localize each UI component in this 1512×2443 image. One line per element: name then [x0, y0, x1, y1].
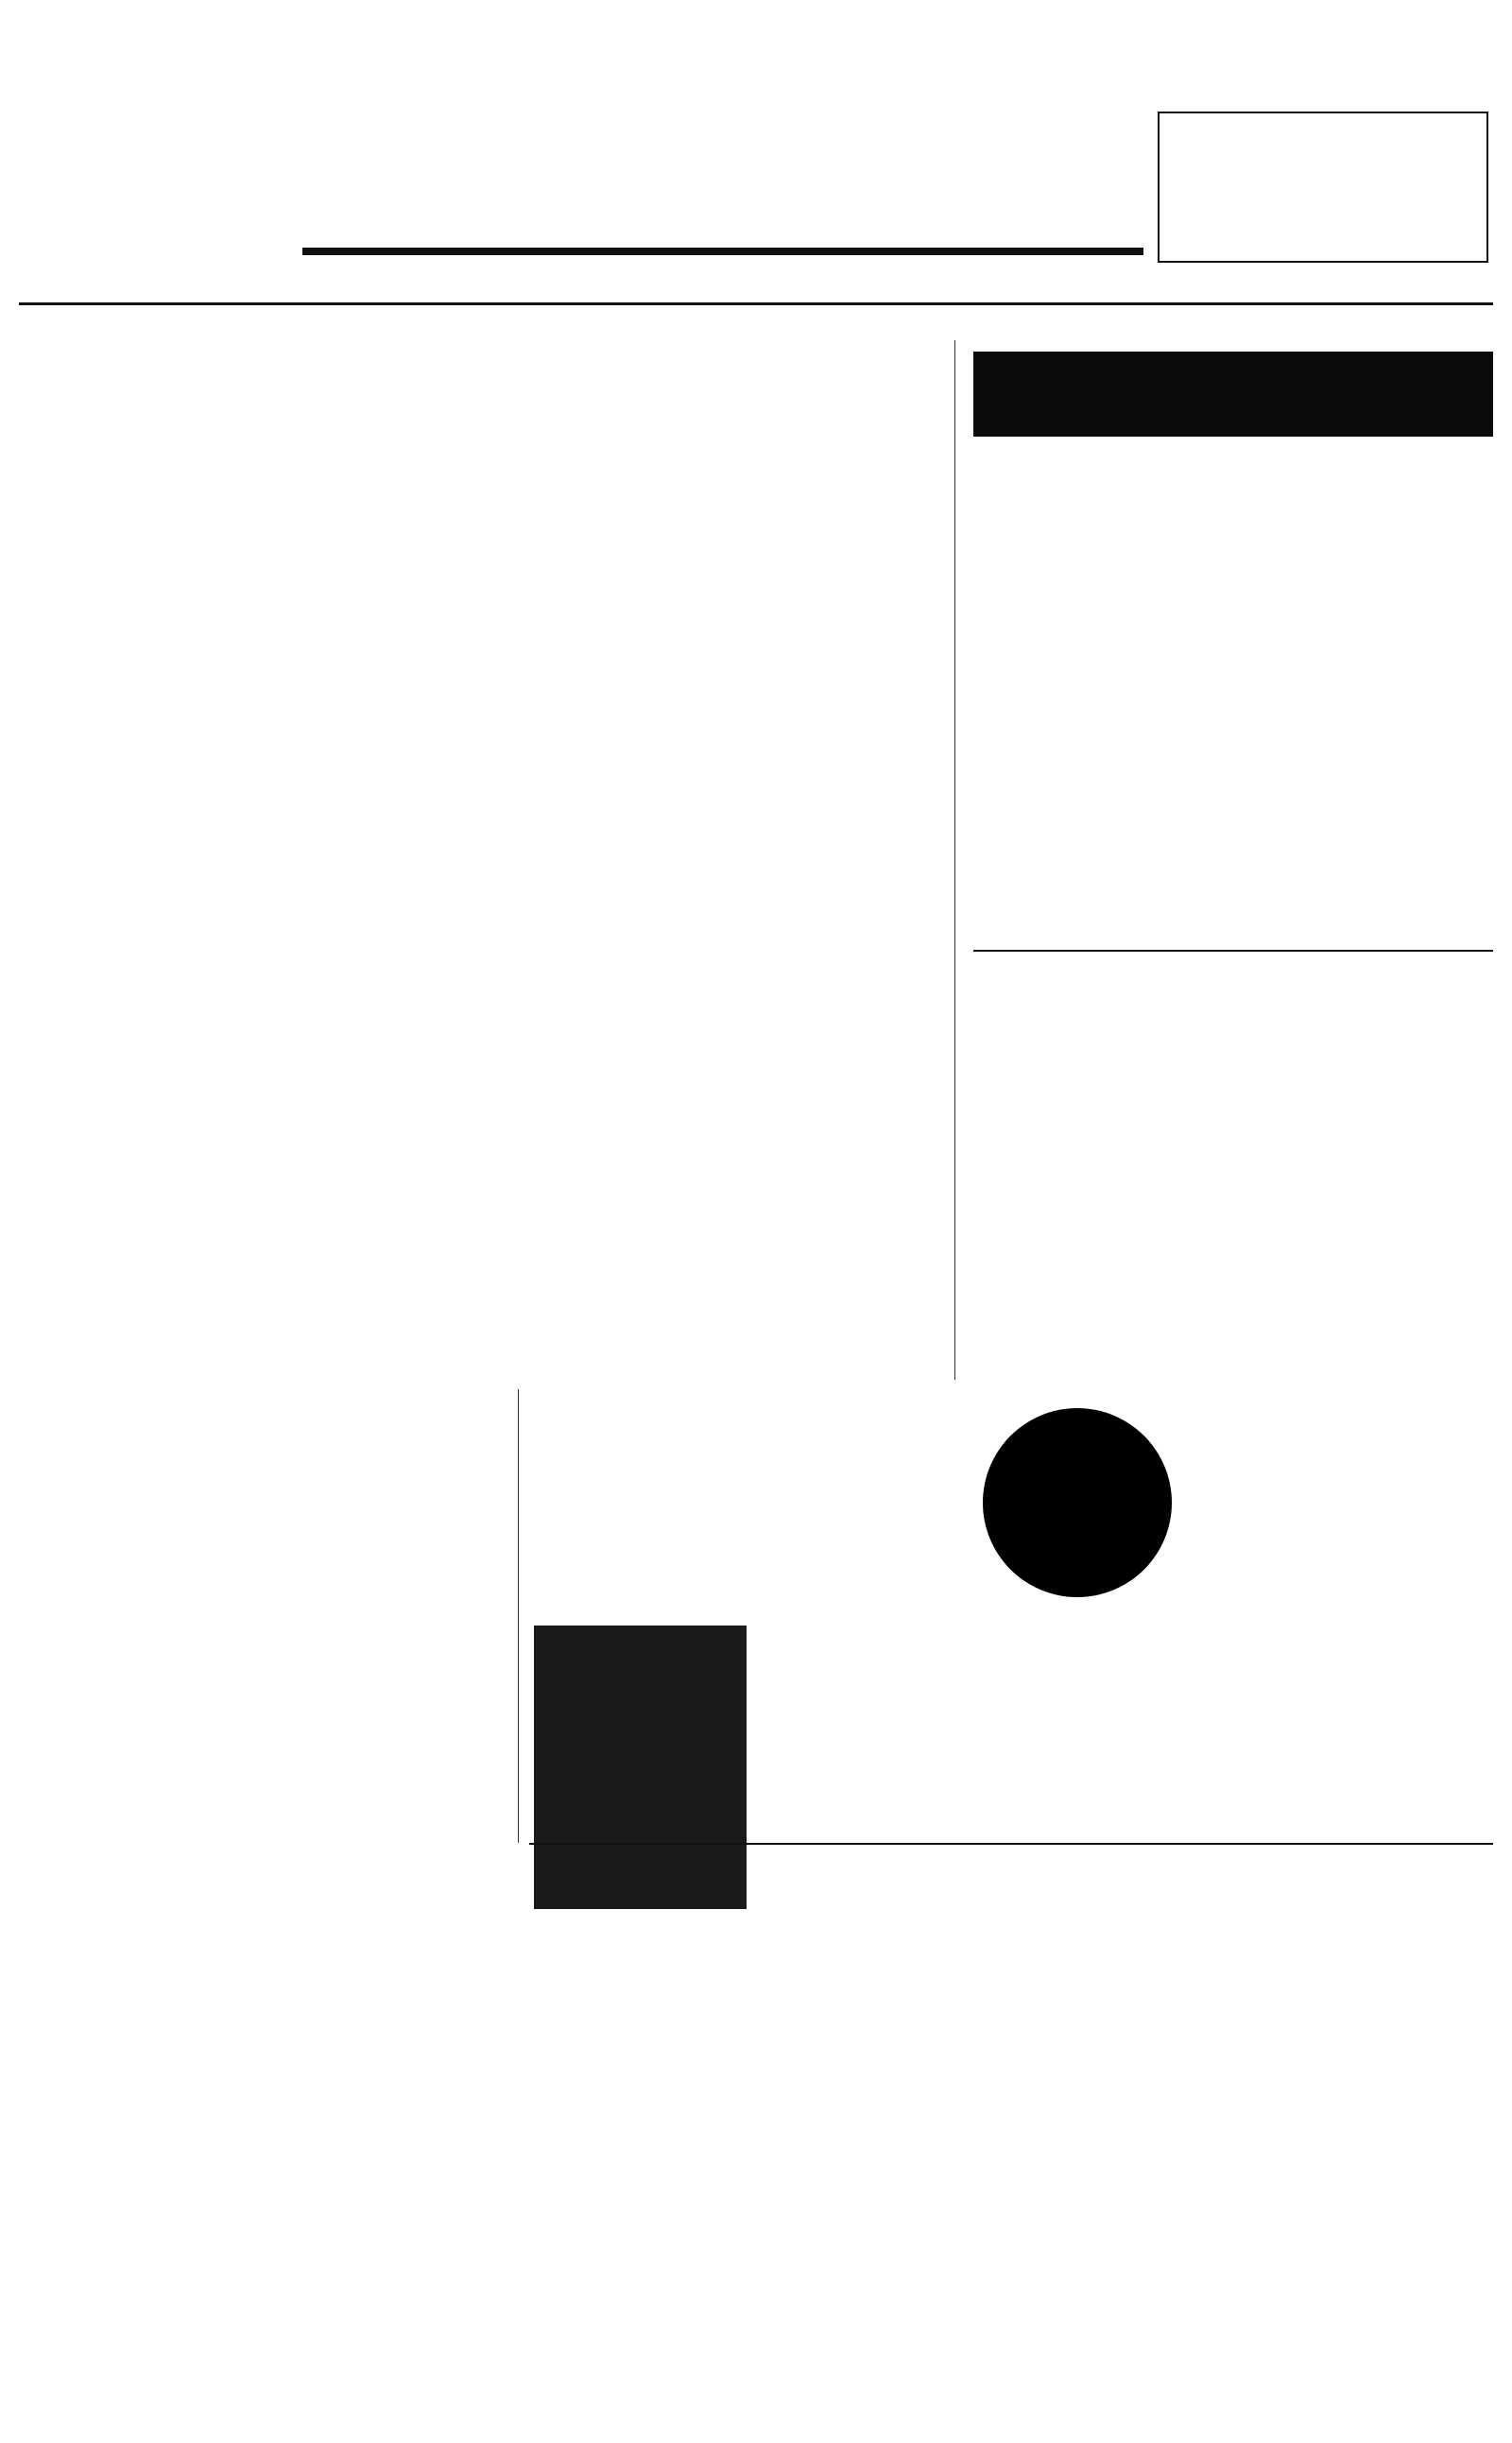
consul-photo — [534, 1626, 747, 1909]
santa-maria-ad — [19, 1961, 510, 1974]
column-rule — [518, 1389, 519, 1843]
opinion-banner — [973, 352, 1493, 437]
masthead-bottom-rule — [19, 302, 1493, 305]
section-rule — [973, 950, 1493, 952]
date-box — [0, 130, 269, 291]
column-rule — [954, 340, 955, 1380]
masthead-rule — [302, 248, 1143, 255]
drugs-headline — [1191, 1507, 1493, 1659]
ownership-box — [1158, 112, 1488, 263]
section-rule — [529, 1843, 1493, 1845]
commentary-badge — [983, 1408, 1172, 1597]
lead-story-col-1 — [19, 605, 510, 612]
lead-story-col-2 — [524, 605, 940, 614]
